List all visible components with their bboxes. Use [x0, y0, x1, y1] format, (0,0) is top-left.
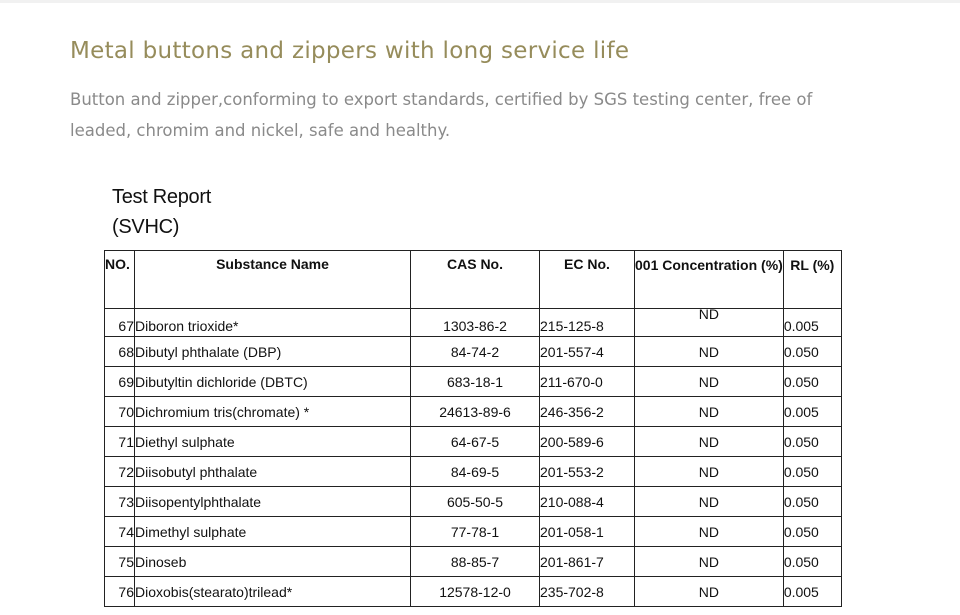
cell-substance-name: Dioxobis(stearato)trilead*: [135, 577, 411, 607]
svhc-table: [104, 250, 842, 607]
cell-no: 75: [105, 547, 135, 577]
report-heading: [112, 182, 211, 242]
cell-rl: 0.050: [783, 367, 841, 397]
cell-ec-no: 211-670-0: [540, 367, 635, 397]
cell-rl: 0.005: [783, 577, 841, 607]
cell-cas-no: 84-74-2: [411, 337, 540, 367]
cell-concentration: ND: [635, 397, 784, 427]
report-subtitle: (SVHC): [112, 216, 180, 238]
cell-substance-name: Diisobutyl phthalate: [135, 457, 411, 487]
cell-concentration: ND: [635, 517, 784, 547]
cell-rl: 0.005: [783, 397, 841, 427]
cell-concentration: ND: [635, 309, 784, 337]
cell-no: 74: [105, 517, 135, 547]
cell-ec-no: 210-088-4: [540, 487, 635, 517]
cell-ec-no: 246-356-2: [540, 397, 635, 427]
cell-substance-name: Dichromium tris(chromate) *: [135, 397, 411, 427]
header-concentration: 001 Concentration (%): [635, 251, 784, 309]
cell-cas-no: 12578-12-0: [411, 577, 540, 607]
cell-ec-no: 201-557-4: [540, 337, 635, 367]
cell-concentration: ND: [635, 427, 784, 457]
cell-ec-no: 200-589-6: [540, 427, 635, 457]
cell-cas-no: 77-78-1: [411, 517, 540, 547]
cell-substance-name: Diethyl sulphate: [135, 427, 411, 457]
table-row: [105, 337, 842, 367]
cell-cas-no: 1303-86-2: [411, 309, 540, 337]
cell-cas-no: 24613-89-6: [411, 397, 540, 427]
cell-concentration: ND: [635, 577, 784, 607]
page-description: Button and zipper,conforming to export standards, certified by SGS testing center, free of leaded, chromim and nickel, safe and healthy.: [70, 90, 813, 140]
cell-rl: 0.050: [783, 517, 841, 547]
cell-no: 71: [105, 427, 135, 457]
table-row: [105, 457, 842, 487]
cell-ec-no: 201-861-7: [540, 547, 635, 577]
cell-concentration: ND: [635, 547, 784, 577]
cell-ec-no: 215-125-8: [540, 309, 635, 337]
cell-rl: 0.050: [783, 427, 841, 457]
cell-cas-no: 605-50-5: [411, 487, 540, 517]
cell-ec-no: 201-553-2: [540, 457, 635, 487]
cell-no: 72: [105, 457, 135, 487]
cell-no: 68: [105, 337, 135, 367]
cell-rl: 0.050: [783, 337, 841, 367]
table-row: [105, 309, 842, 337]
table-row: [105, 427, 842, 457]
cell-cas-no: 64-67-5: [411, 427, 540, 457]
cell-no: 73: [105, 487, 135, 517]
top-divider: [0, 0, 960, 3]
cell-cas-no: 84-69-5: [411, 457, 540, 487]
header-cas-no: CAS No.: [411, 251, 540, 309]
cell-substance-name: Diisopentylphthalate: [135, 487, 411, 517]
table-row: [105, 547, 842, 577]
table-row: [105, 577, 842, 607]
cell-rl: 0.050: [783, 457, 841, 487]
table-row: [105, 487, 842, 517]
cell-ec-no: 201-058-1: [540, 517, 635, 547]
cell-rl: 0.050: [783, 487, 841, 517]
table-header-row: [105, 251, 842, 309]
cell-concentration: ND: [635, 487, 784, 517]
cell-cas-no: 88-85-7: [411, 547, 540, 577]
cell-substance-name: Dimethyl sulphate: [135, 517, 411, 547]
cell-concentration: ND: [635, 337, 784, 367]
cell-rl: 0.005: [783, 309, 841, 337]
table-row: [105, 517, 842, 547]
cell-substance-name: Dibutyl phthalate (DBP): [135, 337, 411, 367]
header-no: NO.: [105, 251, 135, 309]
table-row: [105, 367, 842, 397]
cell-no: 70: [105, 397, 135, 427]
page-title: Metal buttons and zippers with long service life: [70, 38, 630, 64]
header-rl: RL (%): [783, 251, 841, 309]
cell-rl: 0.050: [783, 547, 841, 577]
table-row: [105, 397, 842, 427]
header-ec-no: EC No.: [540, 251, 635, 309]
report-title: Test Report: [112, 186, 211, 208]
cell-substance-name: Dibutyltin dichloride (DBTC): [135, 367, 411, 397]
cell-substance-name: Dinoseb: [135, 547, 411, 577]
header-substance-name: Substance Name: [135, 251, 411, 309]
cell-concentration: ND: [635, 367, 784, 397]
cell-cas-no: 683-18-1: [411, 367, 540, 397]
cell-no: 76: [105, 577, 135, 607]
cell-concentration: ND: [635, 457, 784, 487]
cell-no: 69: [105, 367, 135, 397]
cell-substance-name: Diboron trioxide*: [135, 309, 411, 337]
cell-ec-no: 235-702-8: [540, 577, 635, 607]
cell-no: 67: [105, 309, 135, 337]
